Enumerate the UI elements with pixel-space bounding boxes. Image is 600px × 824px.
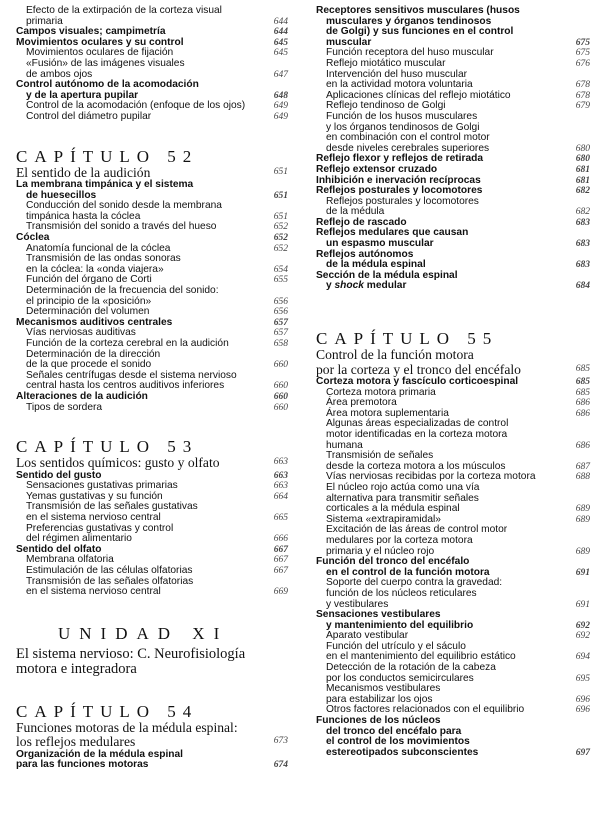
toc-entry-text: alternativa para transmitir señales	[326, 492, 479, 504]
page-number: 651	[273, 190, 288, 201]
page-number: 644	[273, 16, 288, 27]
page-number: 679	[575, 101, 590, 112]
toc-entry-text: Sentido del olfato	[16, 543, 102, 555]
page-number: 680	[575, 143, 590, 154]
page-number: 683	[575, 217, 590, 228]
page-number: 674	[273, 760, 288, 771]
toc-entry-text: Función de los husos musculares	[326, 110, 478, 122]
toc-entry-text: Vías nerviosas auditivas	[26, 327, 136, 339]
toc-entry-text: Corteza motora primaria	[326, 386, 436, 398]
page-number: 691	[575, 567, 590, 578]
page-number: 651	[273, 211, 288, 222]
chapter-title-text: los reflejos medulares	[16, 734, 136, 750]
toc-entry-el-nucleo-rojo-actua-como-una-via	[316, 483, 590, 494]
toc-entry-text: Inhibición e inervación recíprocas	[316, 174, 481, 186]
toc-entry-text: Transmisión de señales	[326, 450, 434, 462]
toc-entry-text: musculares y órganos tendinosos	[326, 15, 492, 27]
toc-entry-text: y vestibulares	[326, 598, 389, 610]
page-number: 692	[575, 631, 590, 642]
chapter-heading: CAPÍTULO 55	[316, 329, 499, 349]
page-number: 667	[273, 565, 288, 576]
page-number: 666	[273, 534, 288, 545]
spacer	[316, 305, 590, 318]
toc-entry-text: Reflejo extensor cruzado	[316, 163, 438, 175]
toc-entry-control-del-diametro-pupilar	[16, 112, 288, 123]
page-number: 681	[575, 164, 590, 175]
page-number: 652	[273, 222, 288, 233]
toc-entry-text: de la que procede el sonido	[26, 359, 152, 371]
toc-entry-text: medulares por la corteza motora	[326, 534, 473, 546]
toc-entry-transmision-del-sonido-a-traves-del-hues	[16, 222, 288, 233]
toc-entry-text: Transmisión de las ondas sonoras	[26, 253, 181, 265]
toc-entry-text: Alteraciones de la audición	[16, 390, 148, 402]
toc-entry-text: Membrana olfatoria	[26, 554, 114, 566]
toc-entry-text: en el sistema nervioso central	[26, 586, 161, 598]
page-number: 684	[575, 281, 590, 292]
toc-entry-reflejo-extensor-cruzado	[316, 165, 590, 176]
toc-entry-text: Reflejo flexor y reflejos de retirada	[316, 153, 484, 165]
spacer	[316, 292, 590, 305]
toc-entry-text: Funciones de los núcleos	[316, 715, 441, 727]
page-number: 660	[273, 360, 288, 371]
page-number: 660	[273, 402, 288, 413]
page-number: 686	[575, 398, 590, 409]
page-number: 665	[273, 512, 288, 523]
page-number: 656	[273, 307, 288, 318]
toc-entry-efecto-de-la-extirpacion-de-la-corteza-v	[16, 6, 288, 17]
page-number: 689	[575, 514, 590, 525]
page-number: 657	[273, 328, 288, 339]
toc-entry-receptores-sensitivos-musculares-husos	[316, 6, 590, 17]
toc-entry-text: Reflejo tendinoso de Golgi	[326, 100, 446, 112]
toc-entry-text: motor identificadas en la corteza motora	[326, 429, 508, 440]
page-number: 682	[575, 207, 590, 218]
toc-entry-text: de ambos ojos	[26, 68, 93, 80]
toc-entry-text: Mecanismos auditivos centrales	[16, 316, 173, 328]
page-number: 655	[273, 275, 288, 286]
toc-entry-funcion-de-los-husos-musculares	[316, 112, 590, 123]
page-number: 667	[273, 555, 288, 566]
toc-entry-text: el principio de la «posición»	[26, 295, 152, 307]
toc-entry-funcion-de-la-corteza-cerebral-en-la-aud	[16, 339, 288, 350]
toc-entry-text: del régimen alimentario	[26, 533, 132, 545]
page-number: 680	[575, 154, 590, 165]
toc-entry-text: Función receptora del huso muscular	[326, 47, 494, 59]
toc-entry-fusion-de-las-imagenes-visuales	[16, 59, 288, 70]
toc-entry-text: Determinación del volumen	[26, 306, 150, 318]
toc-entry-text: en la actividad motora voluntaria	[326, 79, 473, 91]
chapter-title-text: Funciones motoras de la médula espinal:	[16, 719, 238, 735]
page-number: 685	[575, 387, 590, 398]
chapter-title-text: Los sentidos químicos: gusto y olfato	[16, 455, 220, 471]
page-number: 675	[575, 37, 590, 48]
toc-entry-text: para estabilizar los ojos	[326, 693, 433, 705]
toc-entry-text: Detección de la rotación de la cabeza	[326, 662, 496, 674]
toc-entry-text: Reflejos posturales y locomotores	[326, 195, 479, 207]
page-number: 663	[273, 470, 288, 481]
unit-title: El sistema nervioso: C. Neurofisiología motora e integradora	[16, 645, 246, 678]
page-number: 644	[273, 27, 288, 38]
toc-entry-text: en el control de la función motora	[326, 566, 490, 578]
toc-entry-text: Área motora suplementaria	[326, 407, 449, 419]
page-number: 685	[575, 363, 590, 374]
chapter-title-text: Control de la función motora	[316, 347, 474, 363]
toc-entry-text: humana	[326, 439, 363, 451]
toc-entry-text: en el sistema nervioso central	[26, 511, 161, 523]
toc-entry-text: Anatomía funcional de la cóclea	[26, 242, 171, 254]
page-number: 648	[273, 90, 288, 101]
page-number: 651	[273, 166, 288, 177]
toc-entry-text: primaria	[26, 15, 63, 27]
page-number: 697	[575, 747, 590, 758]
toc-entry-text: un espasmo muscular	[326, 238, 434, 250]
page-number: 675	[575, 48, 590, 59]
toc-entry-text: «Fusión» de las imágenes visuales	[26, 57, 185, 69]
page-number: 663	[273, 457, 288, 468]
toc-entry-funcion-de-los-nucleos-reticulares	[316, 589, 590, 600]
page-number: 656	[273, 296, 288, 307]
page-number: 686	[575, 440, 590, 451]
page-number: 687	[575, 461, 590, 472]
toc-entry-motor-identificadas-en-la-corteza-motora	[316, 430, 590, 441]
toc-entry-text: Control de la acomodación (enfoque de los ojos)	[26, 100, 246, 112]
toc-entry-text: Vías nerviosas recibidas por la corteza motora	[326, 471, 536, 483]
toc-entry-text: Reflejo de rascado	[316, 216, 407, 228]
toc-entry-text: y mantenimiento del equilibrio	[326, 619, 474, 631]
toc-entry-text: Intervención del huso muscular	[326, 68, 468, 80]
page-number: 691	[575, 599, 590, 610]
toc-entry-text: corticales a la médula espinal	[326, 503, 460, 515]
toc-entry-text: Transmisión del sonido a través del hueso	[26, 221, 217, 233]
toc-entry-text: Efecto de la extirpación de la corteza visual	[26, 5, 222, 16]
toc-entry-text: en combinación con el control motor	[326, 132, 490, 144]
page-number: 689	[575, 504, 590, 515]
toc-entry-text: Transmisión de las señales gustativas	[26, 501, 198, 513]
toc-entry-para-las-funciones-motoras	[16, 760, 288, 771]
toc-entry-en-el-sistema-nervioso-central	[16, 513, 288, 524]
toc-entry-text: Área premotora	[326, 397, 397, 409]
chapter-title-text: El sentido de la audición	[16, 164, 151, 180]
page-number: 667	[273, 544, 288, 555]
page-number: 673	[273, 736, 288, 747]
toc-entry-text: Soporte del cuerpo contra la gravedad:	[326, 577, 503, 589]
page-number: 683	[575, 260, 590, 271]
page-number: 696	[575, 705, 590, 716]
toc-entry-text: La membrana timpánica y el sistema	[16, 179, 194, 191]
toc-entry-text: Sección de la médula espinal	[316, 269, 458, 281]
page-number: 695	[575, 673, 590, 684]
page-number: 652	[273, 233, 288, 243]
spacer	[16, 413, 288, 426]
toc-entry-determinacion-de-la-frecuencia-del-sonid	[16, 286, 288, 297]
toc-entry-medulares-por-la-corteza-motora	[316, 536, 590, 547]
toc-entry-text: Aplicaciones clínicas del reflejo miotático	[326, 89, 511, 101]
toc-entry-text: del tronco del encéfalo para	[326, 725, 462, 737]
page-number: 694	[575, 652, 590, 663]
toc-entry-text: Movimientos oculares de fijación	[26, 47, 174, 59]
chapter-title	[316, 348, 590, 363]
page-number: 678	[575, 80, 590, 91]
toc-entry-text: Preferencias gustativas y control	[26, 522, 174, 534]
chapter-heading: CAPÍTULO 53	[16, 437, 199, 457]
toc-entry-reflejo-miotatico-muscular	[316, 59, 590, 70]
toc-entry-text: central hasta los centros auditivos inferiores	[26, 380, 225, 392]
page-number: 685	[575, 377, 590, 388]
toc-entry-text: Otros factores relacionados con el equilibrio	[326, 704, 525, 716]
toc-entry-text: y de la apertura pupilar	[26, 89, 139, 101]
page-number: 649	[273, 101, 288, 112]
toc-entry-text: Tipos de sordera	[26, 401, 103, 413]
toc-entry-text: Movimientos oculares y su control	[16, 36, 184, 48]
toc-entry-text: el control de los movimientos	[326, 736, 470, 748]
chapter-title	[16, 721, 288, 736]
toc-entry-text: Conducción del sonido desde la membrana	[26, 200, 222, 212]
toc-entry-text: función de los núcleos reticulares	[326, 587, 477, 599]
page-number: 686	[575, 408, 590, 419]
toc-entry-estereotipados-subconscientes	[316, 748, 590, 759]
toc-entry-text: Sistema «extrapiramidal»	[326, 513, 441, 525]
toc-entry-text: Organización de la médula espinal	[16, 748, 184, 760]
page-number: 682	[575, 186, 590, 197]
toc-entry-text: y los órganos tendinosos de Golgi	[326, 121, 480, 133]
toc-entry-text: muscular	[326, 36, 372, 48]
chapter-title	[316, 363, 590, 378]
toc-entry-text: Control del diámetro pupilar	[26, 110, 152, 122]
toc-entry-text: Yemas gustativas y su función	[26, 490, 163, 502]
page-number: 657	[273, 317, 288, 328]
page-number: 692	[575, 620, 590, 631]
toc-entry-text: Función del tronco del encéfalo	[316, 556, 470, 568]
toc-entry-text: en la cóclea: la «onda viajera»	[26, 263, 164, 275]
toc-entry-text: y shock medular	[326, 280, 407, 292]
toc-entry-text: en el mantenimiento del equilibrio estático	[326, 651, 516, 663]
chapter-title	[16, 456, 288, 471]
toc-entry-text: Función del utrículo y el sáculo	[326, 640, 466, 652]
toc-entry-text: Excitación de las áreas de control motor	[326, 524, 508, 536]
page-number: 676	[575, 58, 590, 69]
toc-entry-text: Sensaciones gustativas primarias	[26, 480, 178, 492]
toc-entry-text: Reflejos autónomos	[316, 248, 414, 260]
toc-entry-text: timpánica hasta la cóclea	[26, 210, 141, 222]
toc-entry-text: Estimulación de las células olfatorias	[26, 564, 193, 576]
page-number: 649	[273, 111, 288, 122]
chapter-title-text: por la corteza y el tronco del encéfalo	[316, 361, 521, 377]
spacer	[16, 678, 288, 691]
page-number: 669	[273, 587, 288, 598]
toc-entry-text: para las funciones motoras	[16, 759, 149, 771]
page-number: 652	[273, 243, 288, 254]
toc-entry-text: desde niveles cerebrales superiores	[326, 142, 490, 154]
toc-entry-text: Cóclea	[16, 232, 50, 243]
page-number: 658	[273, 338, 288, 349]
unit-heading: UNIDAD XI	[58, 623, 229, 643]
page-number: 654	[273, 264, 288, 275]
toc-entry-text: de huesecillos	[26, 189, 97, 201]
toc-entry-text: Función de la corteza cerebral en la audición	[26, 337, 229, 349]
toc-entry-text: Reflejos posturales y locomotores	[316, 185, 483, 197]
left-column	[16, 6, 288, 771]
chapter-title	[16, 735, 288, 750]
toc-entry-estimulacion-de-las-celulas-olfatorias	[16, 566, 288, 577]
toc-entry-text: Función del órgano de Corti	[26, 274, 152, 286]
toc-entry-text: estereotipados subconscientes	[326, 746, 479, 758]
page-number: 688	[575, 472, 590, 483]
toc-entry-y-shock-medular	[316, 281, 590, 292]
page-number: 645	[273, 37, 288, 48]
toc-entry-text: Señales centrífugas desde el sistema nervioso	[26, 369, 237, 381]
chapter-title	[16, 166, 288, 181]
spacer	[16, 598, 288, 611]
toc-entry-text: Determinación de la frecuencia del sonido:	[26, 284, 219, 296]
toc-entry-text: Sentido del gusto	[16, 469, 102, 481]
toc-entry-text: El núcleo rojo actúa como una vía	[326, 481, 480, 493]
toc-entry-text: Campos visuales; campimetría	[16, 26, 166, 38]
toc-entry-text: Sensaciones vestibulares	[316, 609, 441, 621]
toc-entry-text: Algunas áreas especializadas de control	[326, 418, 509, 430]
toc-entry-coclea	[16, 233, 288, 244]
page-number: 660	[273, 381, 288, 392]
page-number: 664	[273, 491, 288, 502]
page-number: 660	[273, 391, 288, 402]
page-number: 689	[575, 546, 590, 557]
page-number: 678	[575, 90, 590, 101]
toc-entry-en-el-sistema-nervioso-central	[16, 587, 288, 598]
chapter-heading: CAPÍTULO 52	[16, 146, 199, 166]
toc-entry-text: de Golgi) y sus funciones en el control	[326, 26, 514, 38]
toc-entry-alteraciones-de-la-audicion	[16, 392, 288, 403]
page-number: 696	[575, 694, 590, 705]
page-number: 647	[273, 69, 288, 80]
toc-entry-text: Reflejos medulares que causan	[316, 227, 469, 239]
toc-entry-text: Corteza motora y fascículo corticoespinal	[316, 376, 519, 388]
chapter-heading: CAPÍTULO 54	[16, 701, 199, 721]
toc-entry-tipos-de-sordera	[16, 403, 288, 414]
toc-entry-text: de la médula	[326, 206, 385, 218]
page-number: 645	[273, 48, 288, 59]
toc-entry-text: Aparato vestibular	[326, 630, 409, 642]
right-column	[316, 6, 590, 758]
toc-entry-text: primaria y el núcleo rojo	[326, 545, 435, 557]
page-number: 663	[273, 481, 288, 492]
page-number: 681	[575, 175, 590, 186]
toc-entry-text: Reflejo miotático muscular	[326, 57, 446, 69]
toc-entry-text: Mecanismos vestibulares	[326, 683, 441, 695]
toc-entry-text: por los conductos semicirculares	[326, 672, 474, 684]
toc-entry-text: Receptores sensitivos musculares (husos	[316, 5, 520, 16]
spacer	[16, 123, 288, 136]
toc-entry-text: de la médula espinal	[326, 259, 426, 271]
toc-entry-text: desde la corteza motora a los músculos	[326, 460, 506, 472]
page-number: 683	[575, 239, 590, 250]
toc-entry-text: Determinación de la dirección	[26, 348, 161, 360]
toc-entry-text: Transmisión de las señales olfatorias	[26, 575, 194, 587]
toc-entry-text: Control autónomo de la acomodación	[16, 79, 199, 91]
